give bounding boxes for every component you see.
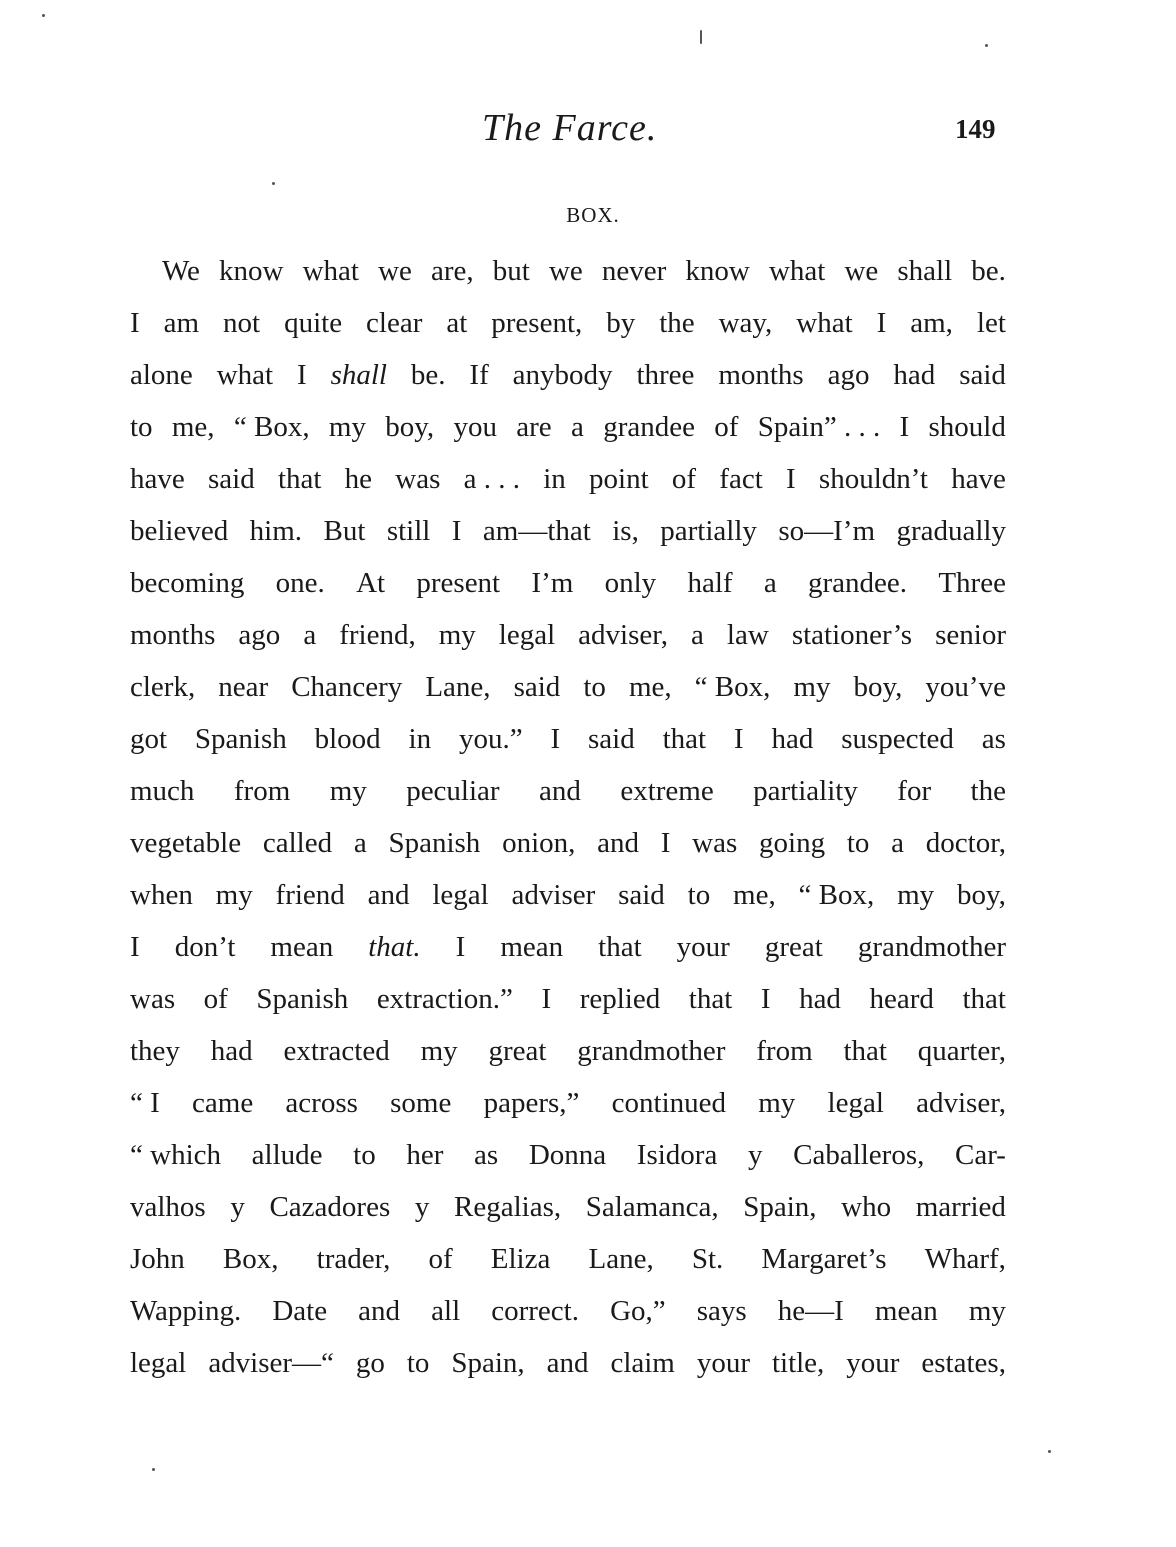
word: much: [130, 775, 195, 807]
word: should: [928, 411, 1006, 443]
word: I: [550, 723, 561, 755]
word: extracted: [283, 1035, 390, 1067]
word: I: [660, 827, 671, 859]
word: I: [733, 723, 744, 755]
word: a: [571, 411, 584, 443]
word: so—I’m: [778, 515, 876, 547]
body-text: [130, 245, 1006, 1389]
word: adviser,: [916, 1087, 1006, 1119]
word: in: [543, 463, 566, 495]
scan-speck: [272, 182, 275, 185]
word: to: [583, 671, 606, 703]
word: him.: [249, 515, 303, 547]
word: claim: [610, 1347, 675, 1379]
word: replied: [579, 983, 661, 1015]
word: her: [406, 1139, 444, 1171]
text-line: [130, 1285, 1006, 1337]
word: valhos: [130, 1191, 206, 1223]
word: of: [671, 463, 697, 495]
word: a: [763, 567, 777, 599]
word: had: [893, 359, 936, 391]
word: my: [897, 879, 935, 911]
word: becoming: [130, 567, 245, 599]
word: to: [130, 411, 153, 443]
text-line: [130, 1025, 1006, 1077]
word: suspected: [841, 723, 954, 755]
word: your: [846, 1347, 900, 1379]
word: some: [390, 1087, 452, 1119]
word: y: [747, 1139, 763, 1171]
word: you’ve: [925, 671, 1006, 703]
word: be.: [410, 359, 446, 391]
word: extraction.”: [376, 983, 513, 1015]
word: clear: [366, 307, 423, 339]
word: present,: [491, 307, 583, 339]
word: I: [760, 983, 771, 1015]
word: we: [548, 255, 583, 287]
word: Salamanca,: [585, 1191, 719, 1223]
word: grandmother: [857, 931, 1006, 963]
word: and: [539, 775, 581, 807]
word: Date: [272, 1295, 328, 1327]
word: present: [416, 567, 501, 599]
word: and: [358, 1295, 401, 1327]
word: Three: [938, 567, 1006, 599]
scan-speck: [42, 14, 45, 17]
text-line: [130, 661, 1006, 713]
word: go: [355, 1347, 385, 1379]
word: my: [215, 879, 253, 911]
word: that: [688, 983, 733, 1015]
word: alone: [130, 359, 193, 391]
word: not: [223, 307, 261, 339]
word: clerk,: [130, 671, 196, 703]
word: law: [726, 619, 769, 651]
word: are,: [431, 255, 474, 287]
word: Box,: [222, 1243, 279, 1275]
word: onion,: [502, 827, 576, 859]
text-line: [130, 245, 1006, 297]
word: legal: [130, 1347, 187, 1379]
word: grandmother: [577, 1035, 726, 1067]
word: for: [897, 775, 932, 807]
speaker-name: BOX.: [566, 203, 620, 227]
word: one.: [275, 567, 325, 599]
word: have: [951, 463, 1006, 495]
word: am—that: [482, 515, 591, 547]
word: have: [130, 463, 185, 495]
word: near: [218, 671, 269, 703]
scan-speck: [152, 1468, 155, 1471]
text-line: [130, 765, 1006, 817]
word: adviser—“: [208, 1347, 334, 1379]
word: had: [771, 723, 814, 755]
word: of: [203, 983, 228, 1015]
word: your: [696, 1347, 750, 1379]
word: I: [130, 931, 140, 963]
word: estates,: [921, 1347, 1006, 1379]
word: Eliza: [490, 1243, 551, 1275]
word: mean: [874, 1295, 938, 1327]
word: that: [962, 983, 1006, 1015]
running-head: [0, 106, 1176, 156]
word: way,: [718, 307, 773, 339]
word: papers,”: [483, 1087, 580, 1119]
word: my: [968, 1295, 1006, 1327]
word: half: [687, 567, 733, 599]
word: from: [756, 1035, 813, 1067]
word: we: [378, 255, 412, 287]
word: to: [687, 879, 711, 911]
word: you.”: [458, 723, 523, 755]
word: mean: [270, 931, 334, 963]
word: vegetable: [130, 827, 242, 859]
word: mean: [500, 931, 564, 963]
word: senior: [935, 619, 1006, 651]
word: boy,: [956, 879, 1006, 911]
word: allude: [251, 1139, 323, 1171]
word: that: [843, 1035, 887, 1067]
word: had: [210, 1035, 253, 1067]
word: I: [786, 463, 796, 495]
word: I: [876, 307, 887, 339]
word: was: [395, 463, 441, 495]
word: point: [589, 463, 649, 495]
word: that.: [368, 931, 421, 963]
word: a: [303, 619, 317, 651]
word: title,: [771, 1347, 825, 1379]
word: only: [604, 567, 657, 599]
word: had: [799, 983, 841, 1015]
word: We: [162, 255, 200, 287]
word: correct.: [491, 1295, 579, 1327]
word: I: [297, 359, 307, 391]
text-line: [130, 505, 1006, 557]
word: I: [455, 931, 466, 963]
word: came: [192, 1087, 254, 1119]
word: know: [685, 255, 750, 287]
word: Spain,: [451, 1347, 525, 1379]
word: and: [597, 827, 639, 859]
word: what: [216, 359, 274, 391]
word: Spanish: [194, 723, 287, 755]
text-line: [130, 713, 1006, 765]
word: Margaret’s: [761, 1243, 887, 1275]
word: that: [662, 723, 707, 755]
word: Donna: [528, 1139, 607, 1171]
word: heard: [869, 983, 934, 1015]
word: Chancery: [291, 671, 403, 703]
word: your: [676, 931, 730, 963]
word: Spanish: [388, 827, 481, 859]
word: partiality: [753, 775, 858, 807]
word: my: [328, 411, 366, 443]
word: my: [329, 775, 367, 807]
word: still: [386, 515, 431, 547]
word: me,: [733, 879, 776, 911]
word: months: [130, 619, 216, 651]
word: quarter,: [917, 1035, 1006, 1067]
word: Cazadores: [269, 1191, 391, 1223]
word: my: [438, 619, 476, 651]
word: a: [691, 619, 704, 651]
word: the: [659, 307, 695, 339]
text-line: [130, 1181, 1006, 1233]
text-line: [130, 297, 1006, 349]
word: to: [406, 1347, 430, 1379]
word: Wharf,: [924, 1243, 1006, 1275]
word: continued: [611, 1087, 726, 1119]
word: a . . .: [463, 463, 520, 495]
word: my: [420, 1035, 458, 1067]
word: St.: [691, 1243, 724, 1275]
word: quite: [284, 307, 343, 339]
scan-speck: [1048, 1450, 1051, 1453]
text-line: [130, 453, 1006, 505]
word: is,: [612, 515, 639, 547]
word: and: [546, 1347, 589, 1379]
word: Spain” . . .: [757, 411, 881, 443]
word: from: [233, 775, 291, 807]
word: great: [488, 1035, 547, 1067]
word: I: [541, 983, 552, 1015]
word: a: [891, 827, 905, 859]
word: Isidora: [636, 1139, 718, 1171]
word: Go,”: [610, 1295, 666, 1327]
word: was: [130, 983, 176, 1015]
word: John: [130, 1243, 185, 1275]
word: y: [230, 1191, 245, 1223]
word: peculiar: [406, 775, 500, 807]
word: months: [718, 359, 804, 391]
word: said: [618, 879, 665, 911]
word: I: [451, 515, 462, 547]
word: said: [959, 359, 1006, 391]
word: as: [981, 723, 1006, 755]
word: Spain,: [743, 1191, 817, 1223]
word: called: [262, 827, 333, 859]
word: great: [764, 931, 823, 963]
word: Spanish: [256, 983, 349, 1015]
text-line: [130, 973, 1006, 1025]
word: I: [130, 307, 140, 339]
word: shall: [330, 359, 387, 391]
word: my: [758, 1087, 796, 1119]
word: three: [636, 359, 695, 391]
word: friend: [275, 879, 345, 911]
word: believed: [130, 515, 229, 547]
word: let: [976, 307, 1006, 339]
text-line: [130, 869, 1006, 921]
word: gradually: [896, 515, 1006, 547]
word: who: [841, 1191, 892, 1223]
word: that: [277, 463, 322, 495]
word: but: [492, 255, 530, 287]
text-line: [130, 401, 1006, 453]
word: Wapping.: [130, 1295, 242, 1327]
word: extreme: [620, 775, 714, 807]
word: going: [759, 827, 826, 859]
word: I: [899, 411, 910, 443]
word: shall: [897, 255, 953, 287]
word: doctor,: [925, 827, 1006, 859]
word: grandee.: [808, 567, 908, 599]
word: by: [606, 307, 636, 339]
word: are: [516, 411, 552, 443]
word: stationer’s: [791, 619, 913, 651]
word: “ I: [130, 1087, 160, 1119]
word: he—I: [777, 1295, 844, 1327]
word: If: [469, 359, 489, 391]
word: fact: [719, 463, 763, 495]
word: said: [513, 671, 561, 703]
word: said: [587, 723, 635, 755]
word: “ Box,: [233, 411, 310, 443]
word: married: [915, 1191, 1006, 1223]
word: I’m: [531, 567, 574, 599]
word: was: [692, 827, 738, 859]
word: Caballeros,: [793, 1139, 925, 1171]
word: as: [474, 1139, 499, 1171]
word: legal: [827, 1087, 884, 1119]
word: partially: [660, 515, 757, 547]
word: Regalias,: [454, 1191, 562, 1223]
word: what: [796, 307, 853, 339]
word: be.: [971, 255, 1006, 287]
word: boy,: [853, 671, 903, 703]
word: friend,: [339, 619, 416, 651]
word: me,: [628, 671, 672, 703]
page-number: 149: [955, 114, 996, 144]
word: got: [130, 723, 168, 755]
word: grandee: [603, 411, 695, 443]
word: we: [844, 255, 879, 287]
word: never: [601, 255, 667, 287]
word: At: [356, 567, 386, 599]
word: when: [130, 879, 193, 911]
text-line: [130, 1233, 1006, 1285]
word: adviser: [511, 879, 596, 911]
word: “ which: [130, 1139, 221, 1171]
word: you: [453, 411, 497, 443]
word: ago: [827, 359, 870, 391]
word: of: [714, 411, 739, 443]
word: Car-: [955, 1139, 1006, 1171]
scan-speck: [985, 44, 988, 47]
word: says: [696, 1295, 747, 1327]
text-line: [130, 557, 1006, 609]
word: anybody: [512, 359, 613, 391]
word: me,: [171, 411, 215, 443]
text-line: [130, 1077, 1006, 1129]
word: shouldn’t: [818, 463, 928, 495]
word: know: [219, 255, 284, 287]
word: he: [344, 463, 373, 495]
word: legal: [498, 619, 556, 651]
text-line: [130, 921, 1006, 973]
word: boy,: [385, 411, 435, 443]
word: don’t: [174, 931, 236, 963]
text-line: [130, 609, 1006, 661]
word: said: [207, 463, 255, 495]
word: adviser,: [578, 619, 669, 651]
text-line: [130, 349, 1006, 401]
word: But: [323, 515, 366, 547]
word: ago: [238, 619, 281, 651]
word: a: [353, 827, 367, 859]
text-line: [130, 817, 1006, 869]
word: legal: [432, 879, 489, 911]
word: am,: [910, 307, 953, 339]
word: y: [414, 1191, 430, 1223]
text-line: [130, 1129, 1006, 1181]
word: what: [768, 255, 826, 287]
word: trader,: [316, 1243, 391, 1275]
word: in: [408, 723, 432, 755]
word: what: [302, 255, 359, 287]
word: they: [130, 1035, 180, 1067]
word: across: [285, 1087, 358, 1119]
word: to: [353, 1139, 376, 1171]
word: my: [793, 671, 831, 703]
word: all: [431, 1295, 461, 1327]
text-line: [130, 1337, 1006, 1389]
scan-speck: [700, 30, 702, 44]
word: of: [428, 1243, 453, 1275]
word: to: [846, 827, 870, 859]
word: that: [598, 931, 642, 963]
word: blood: [314, 723, 381, 755]
word: Lane,: [425, 671, 491, 703]
word: at: [446, 307, 468, 339]
word: “ Box,: [798, 879, 875, 911]
running-title: The Farce.: [482, 107, 658, 149]
word: Lane,: [588, 1243, 654, 1275]
word: am: [163, 307, 200, 339]
word: the: [970, 775, 1006, 807]
word: and: [367, 879, 410, 911]
word: “ Box,: [694, 671, 771, 703]
